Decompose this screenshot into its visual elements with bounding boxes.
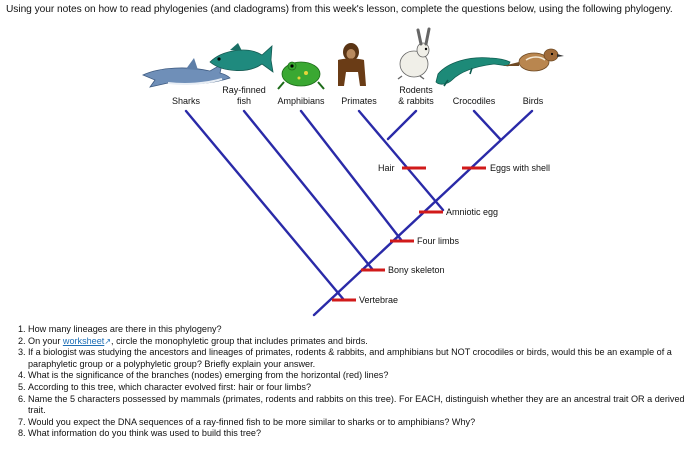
question-text: If a biologist was studying the ancestors and lineages of primates, rodents & rabbits, and amphibians but NOT crocodiles or birds, would this be an example of a paraphyletic group or a polyphyletic group? Briefly explain your answer. bbox=[28, 347, 672, 369]
question-text: Would you expect the DNA sequences of a ray-finned fish to be more similar to sharks or to amphibians? Why? bbox=[28, 416, 476, 427]
question-text: Name the 5 characters possessed by mammals (primates, rodents and rabbits on this tree). For EACH, distinguish whether they are an ancestral trait OR a derived trait. bbox=[28, 393, 685, 416]
question-item bbox=[18, 336, 698, 348]
chimpanzee-icon bbox=[338, 43, 366, 86]
taxon-label-fish: fish bbox=[236, 96, 252, 106]
char-label-vertebrae: Vertebrae bbox=[359, 295, 399, 305]
question-number: 4. bbox=[18, 370, 26, 381]
question-text-post: , circle the monophyletic group that includes primates and birds. bbox=[111, 335, 368, 346]
taxon-label-rabbits: & rabbits bbox=[398, 96, 434, 106]
char-label-bony-skeleton: Bony skeleton bbox=[388, 265, 445, 275]
taxon-label-birds: Birds bbox=[522, 96, 544, 106]
sparrow-icon bbox=[503, 49, 564, 71]
char-label-amniotic-egg: Amniotic egg bbox=[446, 207, 499, 217]
question-text: What information do you think was used to build this tree? bbox=[28, 428, 262, 439]
branch-crocodiles bbox=[474, 111, 500, 139]
question-text-pre: On your bbox=[28, 335, 63, 346]
char-label-eggs-with-shell: Eggs with shell bbox=[490, 163, 551, 173]
question-item bbox=[18, 417, 698, 429]
char-label-hair: Hair bbox=[378, 163, 395, 173]
taxon-label-ray-finned: Ray-finned bbox=[222, 85, 266, 95]
frog-icon bbox=[278, 62, 324, 89]
taxon-label-primates: Primates bbox=[341, 96, 377, 106]
worksheet-link[interactable]: worksheet bbox=[62, 335, 105, 346]
rabbit-icon bbox=[398, 29, 429, 79]
branch-rodents bbox=[388, 111, 416, 139]
question-list bbox=[18, 324, 698, 440]
question-text: According to this tree, which character evolved first: hair or four limbs? bbox=[28, 381, 312, 392]
intro-text: Using your notes on how to read phylogenies (and cladograms) from this week's lesson, complete the questions below, using the following phylogeny. bbox=[6, 4, 673, 15]
question-number: 3. bbox=[18, 347, 26, 358]
branch-amphibians bbox=[301, 111, 402, 241]
question-item bbox=[18, 347, 698, 370]
external-link-icon[interactable]: ↗ bbox=[104, 336, 112, 346]
branch-ray-finned-fish bbox=[244, 111, 373, 270]
character-marks bbox=[332, 168, 486, 300]
char-label-four-limbs: Four limbs bbox=[417, 236, 460, 246]
question-number: 7. bbox=[18, 416, 26, 427]
question-item bbox=[18, 324, 698, 336]
question-item bbox=[18, 382, 698, 394]
question-item bbox=[18, 370, 698, 382]
question-text: What is the significance of the branches (nodes) emerging from the horizontal (red) lines? bbox=[28, 370, 389, 381]
crocodile-icon bbox=[436, 58, 510, 86]
taxon-label-crocodiles: Crocodiles bbox=[452, 96, 496, 106]
question-number: 2. bbox=[18, 335, 26, 346]
question-text: How many lineages are there in this phylogeny? bbox=[28, 324, 222, 334]
question-number: 1. bbox=[18, 324, 26, 334]
question-number: 5. bbox=[18, 381, 26, 392]
question-item bbox=[18, 394, 698, 417]
taxon-label-sharks: Sharks bbox=[171, 96, 201, 106]
question-number: 6. bbox=[18, 393, 26, 404]
taxon-label-amphibians: Amphibians bbox=[277, 96, 325, 106]
question-item bbox=[18, 428, 698, 440]
taxon-label-rodents: Rodents bbox=[399, 85, 433, 95]
tuna-fish-icon bbox=[210, 43, 273, 72]
question-number: 8. bbox=[18, 428, 26, 439]
